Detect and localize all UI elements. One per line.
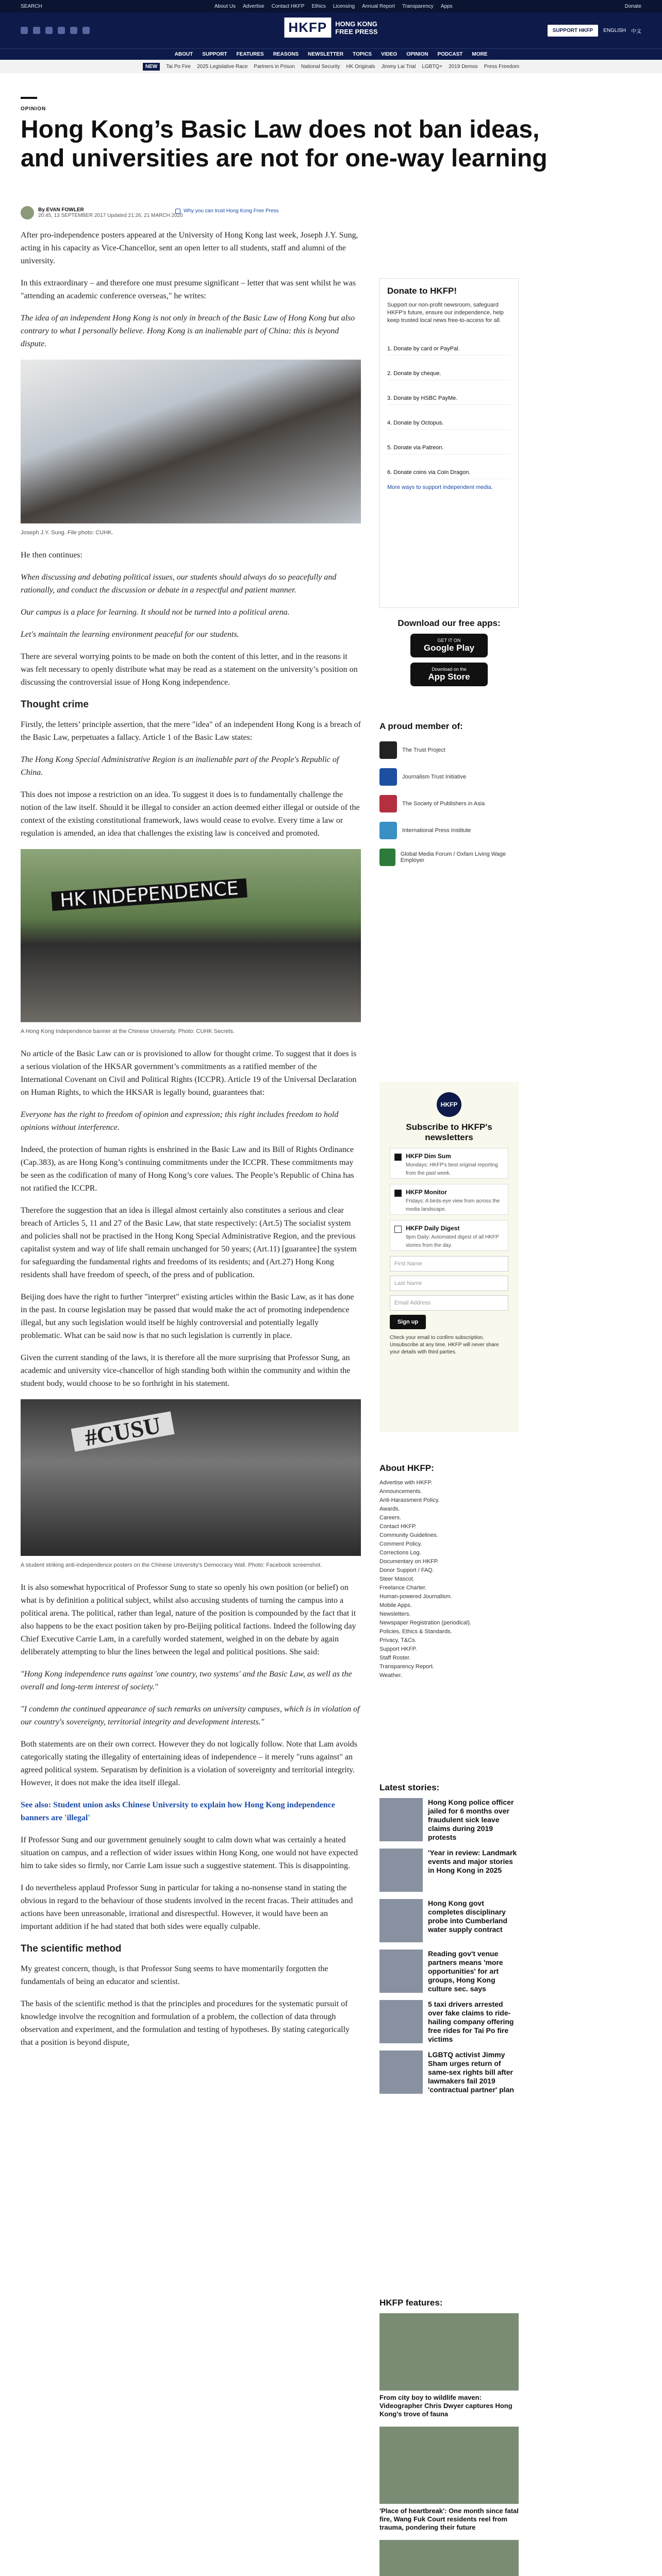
- member-name: The Society of Publishers in Asia: [402, 801, 485, 807]
- story-thumbnail[interactable]: [379, 2050, 423, 2094]
- google-play-button[interactable]: [410, 634, 488, 657]
- topbar-link[interactable]: Ethics: [311, 3, 326, 9]
- member-item[interactable]: [379, 790, 519, 817]
- about-link[interactable]: Contact HKFP.: [379, 1523, 417, 1530]
- donate-option[interactable]: 1. Donate by card or PayPal.: [387, 331, 511, 355]
- member-item[interactable]: [379, 817, 519, 844]
- email-icon[interactable]: [82, 27, 90, 34]
- story-thumbnail[interactable]: [379, 2000, 423, 2043]
- nav-video[interactable]: VIDEO: [381, 52, 398, 57]
- topbar-link[interactable]: Advertise: [242, 3, 264, 9]
- logo-mark: HKFP: [284, 18, 331, 38]
- nav-reasons[interactable]: REASONS: [273, 52, 299, 57]
- paragraph: There are several worrying points to be made on both the content of this letter, and in the reasons it was felt necessary to openly distribute what may be read as a statement on the university’s position on discussing the controversial issue of Hong Kong independence.: [21, 652, 358, 687]
- feature-story[interactable]: [379, 2540, 519, 2576]
- hot-topic[interactable]: National Security: [301, 63, 340, 70]
- hot-topic[interactable]: Partners in Prison: [254, 63, 295, 70]
- story-thumbnail[interactable]: [379, 1798, 423, 1841]
- donate-title: Donate to HKFP!: [387, 286, 457, 296]
- language-chinese[interactable]: 中文: [631, 28, 641, 35]
- photo-independence-banner[interactable]: [21, 849, 361, 1022]
- banner-text: HK INDEPENDENCE: [51, 878, 247, 911]
- site-logo[interactable]: [284, 18, 377, 38]
- about-link[interactable]: Advertise with HKFP.: [379, 1480, 433, 1486]
- about-link[interactable]: Policies, Ethics & Standards.: [379, 1629, 452, 1635]
- sopa-logo: [379, 795, 397, 812]
- info-icon: [175, 209, 180, 214]
- feature-headline[interactable]: From city boy to wildlife maven: Videographer Chris Dwyer captures Hong Kong's trove of fauna: [379, 2394, 512, 2418]
- topbar-link[interactable]: Contact HKFP: [271, 3, 305, 9]
- language-english[interactable]: ENGLISH: [603, 27, 626, 33]
- nav-topics[interactable]: TOPICS: [353, 52, 372, 57]
- brand-header: [0, 12, 662, 48]
- about-link[interactable]: Announcements.: [379, 1488, 422, 1495]
- newsletter-name: HKFP Daily Digest: [406, 1225, 460, 1232]
- hot-topic[interactable]: 2025 Legislative Race: [197, 63, 248, 70]
- section-rule: [21, 97, 37, 99]
- topbar-link[interactable]: Transparency: [402, 3, 434, 9]
- paragraph: The basis of the scientific method is that the principles and procedures for the systematic pursuit of knowledge involve the recognition and formulation of a problem, the collection of data through observation and experiment, and the formulation and testing of hypotheses. By stating categorically that a position is beyond dispute,: [21, 1999, 350, 2047]
- feature-list: [379, 2313, 519, 2576]
- topbar-link[interactable]: Apps: [440, 3, 453, 9]
- newsletter-logo: HKFP: [437, 1092, 461, 1117]
- jti-logo: [379, 768, 397, 786]
- newsletter-widget: [379, 1082, 519, 1432]
- nav-podcast[interactable]: PODCAST: [437, 52, 463, 57]
- google-play-label: Google Play: [423, 643, 475, 653]
- story-headline[interactable]: Reading gov't venue partners means 'more opportunities' for art groups, Hong Kong culture sec. says: [428, 1950, 503, 1993]
- photo-joseph-sung[interactable]: [21, 360, 361, 523]
- google-play-small: GET IT ON: [437, 638, 461, 643]
- topbar-link[interactable]: About Us: [214, 3, 236, 9]
- logo-name-line1: HONG KONG: [335, 20, 377, 28]
- latest-title: Latest stories:: [379, 1783, 440, 1792]
- feature-story[interactable]: [379, 2313, 519, 2418]
- about-link[interactable]: Transparency Report.: [379, 1664, 434, 1670]
- hot-topic[interactable]: HK Originals: [346, 63, 375, 70]
- author-avatar: [21, 206, 34, 219]
- first-name-input[interactable]: First Name: [390, 1256, 508, 1272]
- member-name: Journalism Trust Initiative: [402, 774, 467, 780]
- see-also-link[interactable]: See also: Student union asks Chinese University to explain how Hong Kong independence banners are 'illegal': [21, 1801, 335, 1822]
- quote: Everyone has the right to freedom of opinion and expression; this right includes freedom to hold opinions without interference.: [21, 1110, 339, 1132]
- about-link[interactable]: Staff Roster.: [379, 1655, 411, 1661]
- member-name: International Press Institute: [402, 827, 471, 834]
- paragraph: I do nevertheless applaud Professor Sung in particular for taking a no-nonsense stand in stating the obvious in regard to the behaviour of those students involved in the recent fracas. Their attitudes and actions have been unreasonable, irrational and disrespectful. However, it would have been an important addition if he had stated that both sides were equally culpable.: [21, 1884, 353, 1931]
- quote: When discussing and debating political issues, our students should always do so peacefully and rationally, and conduct the discussion or debate in a respectful and patient manner.: [21, 573, 337, 595]
- more-ways-link[interactable]: More ways to support independent media.: [387, 484, 493, 490]
- newsletter-title: Subscribe to HKFP's newsletters: [406, 1122, 492, 1142]
- threads-icon[interactable]: [70, 27, 77, 34]
- about-link[interactable]: Anti-Harassment Policy.: [379, 1497, 440, 1503]
- hot-topic[interactable]: 2019 Demos: [449, 63, 478, 70]
- youtube-icon[interactable]: [58, 27, 65, 34]
- last-name-input[interactable]: Last Name: [390, 1276, 508, 1291]
- about-link[interactable]: Comment Policy.: [379, 1541, 422, 1547]
- apps-widget: [379, 618, 519, 691]
- social-icons: [21, 27, 90, 34]
- app-store-button[interactable]: [410, 663, 488, 686]
- publish-dates: 20:45, 13 SEPTEMBER 2017 Updated 21:26, 21 MARCH 2020: [38, 213, 183, 218]
- story-headline[interactable]: Hong Kong govt completes disciplinary probe into Cumberland water supply contract: [428, 1899, 507, 1934]
- quote: The idea of an independent Hong Kong is not only in breach of the Basic Law of Hong Kong but also contrary to what I personally believe. Hong Kong is an inalienable part of China: this is beyond dispute.: [21, 314, 355, 348]
- hot-topic[interactable]: Tai Po Fire: [166, 63, 191, 70]
- quote: "Hong Kong independence runs against 'one country, two systems' and the Basic Law, as well as the overall and long-term interest of society.": [21, 1670, 352, 1691]
- story-headline[interactable]: 5 taxi drivers arrested over fake claims to ride-hailing company offering free rides for Tai Po fire victims: [428, 2000, 514, 2043]
- membership-widget: [379, 721, 519, 871]
- newsletter-desc: 9pm Daily: Automated digest of all HKFP stories from the day.: [406, 1234, 499, 1248]
- newsletter-option[interactable]: [390, 1148, 508, 1179]
- latest-story[interactable]: [379, 1849, 519, 1892]
- byline: [21, 206, 183, 219]
- feature-headline[interactable]: 'Place of heartbreak': One month since fatal fire, Wang Fuk Court residents reel from trauma, pondering their future: [379, 2507, 519, 2531]
- story-thumbnail[interactable]: [379, 1950, 423, 1993]
- support-hkfp-button[interactable]: SUPPORT HKFP: [548, 25, 598, 37]
- email-input[interactable]: Email Address: [390, 1295, 508, 1311]
- app-store-small: Download on the: [432, 667, 467, 672]
- member-item[interactable]: [379, 764, 519, 790]
- paragraph: This does not impose a restriction on an idea. To suggest it does is to fundamentally challenge the notion of the law itself. Should it be illegal to consider an action deemed either illegal or outside of the context of the existing constitutional framework, laws would cease to evolve. Every time a law or regulation is amended, an idea that challenges the existing law is conceived and promoted.: [21, 790, 360, 838]
- top-utility-bar: [0, 0, 662, 12]
- about-link[interactable]: Weather.: [379, 1672, 402, 1679]
- donate-option[interactable]: 4. Donate by Octopus.: [387, 405, 511, 430]
- photo-caption: A Hong Kong Independence banner at the Chinese University. Photo: CUHK Secrets.: [21, 1028, 235, 1035]
- paragraph: Both statements are on their own correct. However they do not logically follow. Note that Lam avoids categorically stating the illegality of entertaining ideas of independence – it merely "runs against" an agreed political system. Separatism by definition is a violation of sovereignty and territorial integrity. However, it does not make the idea itself illegal.: [21, 1740, 358, 1787]
- paragraph: If Professor Sung and our government genuinely sought to calm down what was certainly a heated situation on campus, and a reflection of wider issues within Hong Kong, one would not have expected him to take sides so firmly, nor Carrie Lam issue such a suggestive statement. This is disappointing.: [21, 1836, 358, 1870]
- checkbox-checked[interactable]: [394, 1190, 402, 1197]
- photo-caption: Joseph J.Y. Sung. File photo: CUHK.: [21, 530, 113, 536]
- donate-widget: [379, 278, 519, 608]
- about-link[interactable]: Support HKFP.: [379, 1646, 417, 1652]
- paragraph: No article of the Basic Law can or is provisioned to allow for thought crime. To suggest that it does is a serious violation of the HKSAR government’s commitments as a ratified member of the International Covenant on Civil and Political Rights (ICCPR). Article 19 of the Universal Declaration on Human Rights, to which the HKSAR is legally bound, guarantees that:: [21, 1049, 357, 1097]
- main-nav: [0, 48, 662, 60]
- about-link[interactable]: Human-powered Journalism.: [379, 1594, 452, 1600]
- story-headline[interactable]: 'Year in review: Landmark events and major stories in Hong Kong in 2025: [428, 1849, 517, 1874]
- newsletter-desc: Mondays: HKFP's best original reporting from the past week.: [406, 1162, 498, 1176]
- sign-up-button[interactable]: Sign up: [390, 1315, 426, 1329]
- latest-list: [379, 1798, 519, 2094]
- facebook-icon[interactable]: [21, 27, 28, 34]
- section-heading: The scientific method: [21, 1943, 122, 1954]
- category-label[interactable]: OPINION: [21, 106, 46, 112]
- newsletter-option[interactable]: [390, 1220, 508, 1251]
- checkbox-checked[interactable]: [394, 1154, 402, 1161]
- paragraph: After pro-independence posters appeared at the University of Hong Kong last week, Joseph J.Y. Sung, acting in his capacity as Vice-Chancellor, sent an open letter to all students, staff and alumni of the university.: [21, 231, 358, 265]
- new-badge: NEW: [143, 63, 160, 71]
- newsletter-name: HKFP Dim Sum: [406, 1153, 451, 1160]
- trust-project-logo: [379, 741, 397, 759]
- feature-image[interactable]: [379, 2313, 519, 2391]
- about-link[interactable]: Careers.: [379, 1515, 402, 1521]
- about-link[interactable]: Donor Support / FAQ.: [379, 1567, 434, 1573]
- instagram-icon[interactable]: [45, 27, 53, 34]
- feature-story[interactable]: [379, 2427, 519, 2532]
- member-item[interactable]: [379, 737, 519, 764]
- section-heading: Thought crime: [21, 699, 89, 710]
- donate-option[interactable]: 2. Donate by cheque.: [387, 355, 511, 380]
- donate-option[interactable]: 3. Donate by HSBC PayMe.: [387, 380, 511, 405]
- latest-story[interactable]: [379, 2000, 519, 2043]
- about-link[interactable]: Mobile Apps.: [379, 1602, 412, 1608]
- newsletter-desc: Fridays: A birds-eye view from across the media landscape.: [406, 1198, 500, 1212]
- trust-link[interactable]: [175, 208, 279, 214]
- quote: Let's maintain the learning environment peaceful for our students.: [21, 630, 239, 639]
- search-link[interactable]: SEARCH: [21, 3, 42, 9]
- paragraph: He then continues:: [21, 551, 82, 560]
- features-title: HKFP features:: [379, 2298, 443, 2308]
- about-link[interactable]: Newspaper Registration (periodical).: [379, 1620, 471, 1626]
- about-title: About HKFP:: [379, 1463, 434, 1473]
- hot-topic[interactable]: Press Freedom: [484, 63, 520, 70]
- trust-link-label: Why you can trust Hong Kong Free Press: [184, 208, 279, 214]
- paragraph: My greatest concern, though, is that Professor Sung seems to have momentarily forgotten the fundamentals of being an educator and scientist.: [21, 1964, 328, 1986]
- paragraph: Beijing does have the right to further "interpret" existing articles within the Basic Law, as it has done in the past. In course legislation may be passed that would make the act of promoting independence illegal, but any such legislation would itself be highly controversial and potentially legally problematic. What can be said now is that no such legislation is currently in place.: [21, 1293, 354, 1340]
- author-name[interactable]: By EVAN FOWLER: [38, 207, 84, 213]
- about-link[interactable]: Documentary on HKFP.: [379, 1558, 439, 1565]
- nav-features[interactable]: FEATURES: [236, 52, 264, 57]
- quote: "I condemn the continued appearance of such remarks on university campuses, which is in violation of our country's sovereignty, territorial integrity and development interests.": [21, 1705, 360, 1726]
- member-title: A proud member of:: [379, 721, 463, 731]
- paragraph: Given the current standing of the laws, it is therefore all the more surprising that Professor Sung, an academic and university vice-chancellor of high standing both within the community and within the student body, would choose to be so forthright in his statement.: [21, 1353, 351, 1388]
- member-item[interactable]: [379, 844, 519, 871]
- newsletter-name: HKFP Monitor: [406, 1189, 447, 1196]
- story-thumbnail[interactable]: [379, 1849, 423, 1892]
- newsletter-note: Check your email to confirm subscription. Unsubscribe at any time. HKFP will never share your details with third parties.: [390, 1335, 499, 1355]
- article-body: [21, 229, 361, 2058]
- ipi-logo: [379, 822, 397, 839]
- hot-topic[interactable]: Jimmy Lai Trial: [381, 63, 416, 70]
- checkbox[interactable]: [394, 1226, 402, 1233]
- nav-opinion[interactable]: OPINION: [406, 52, 428, 57]
- paragraph: Therefore the suggestion that an idea is illegal almost certainly also constitutes a serious and clear breach of Articles 5, 11 and 27 of the Basic Law, that state respectively: (Art.5) The socialist system and policies shall not be practised in the Hong Kong Special Administrative Region, and the previous capitalist system and way of life shall remain unchanged for 50 years; (Art.11) [guarantee] the system for safeguarding the fundamental rights and freedoms of its residents; and (Art.27) Hong Kong residents shall have freedom of speech, of the press and of publication.: [21, 1206, 357, 1279]
- about-widget: [379, 1463, 519, 1680]
- x-icon[interactable]: [33, 27, 40, 34]
- about-link[interactable]: Steer Mascot.: [379, 1576, 415, 1582]
- paragraph: Indeed, the protection of human rights is enshrined in the Basic Law and its Bill of Rights Ordinance (Cap.383), as are Hong Kong’s continuing commitments under the ICCPR. These commitments may be seen as the codification of many of Hong Kong’s core values. The People’s Republic of China has not ratified the ICCPR.: [21, 1145, 354, 1193]
- topbar-donate-link[interactable]: Donate: [624, 3, 642, 9]
- nav-newsletter[interactable]: NEWSLETTER: [308, 52, 344, 57]
- article-title: Hong Kong’s Basic Law does not ban ideas, and universities are not for one-way learning: [21, 116, 548, 172]
- features-widget: [379, 2298, 519, 2576]
- quote: The Hong Kong Special Administrative Region is an inalienable part of the People's Republic of China.: [21, 755, 339, 777]
- photo-democracy-wall[interactable]: [21, 1399, 361, 1556]
- nav-more[interactable]: MORE: [472, 52, 488, 57]
- feature-image[interactable]: [379, 2427, 519, 2504]
- nav-support[interactable]: SUPPORT: [202, 52, 227, 57]
- about-link[interactable]: Awards.: [379, 1506, 400, 1512]
- donate-option[interactable]: 5. Donate via Patreon.: [387, 430, 511, 454]
- paragraph: In this extraordinary – and therefore one must presume significant – letter that was sent whilst he was "attending an academic conference overseas," he writes:: [21, 279, 356, 300]
- story-headline[interactable]: Hong Kong police officer jailed for 6 months over fraudulent sick leave claims during 2019 protests: [428, 1798, 514, 1841]
- about-link[interactable]: Corrections Log.: [379, 1550, 421, 1556]
- sign-text: #CUSU: [71, 1411, 175, 1451]
- latest-story[interactable]: [379, 2050, 519, 2094]
- donate-option[interactable]: 6. Donate coins via Coin Dragon.: [387, 454, 511, 479]
- feature-image[interactable]: [379, 2540, 519, 2576]
- about-link[interactable]: Freelance Charter.: [379, 1585, 427, 1591]
- story-thumbnail[interactable]: [379, 1899, 423, 1942]
- quote: Our campus is a place for learning. It should not be turned into a political arena.: [21, 608, 290, 617]
- hot-topics-bar: [0, 60, 662, 73]
- hot-topic[interactable]: LGBTQ+: [422, 63, 443, 70]
- donate-intro: Support our non-profit newsroom, safeguard HKFP's future, ensure our independence, help keep trusted local news free-to-access for all.: [387, 302, 504, 324]
- member-name: Global Media Forum / Oxfam Living Wage Employer: [400, 851, 506, 863]
- about-list: [379, 1479, 519, 1680]
- app-store-label: App Store: [428, 672, 470, 682]
- logo-name-line2: FREE PRESS: [335, 27, 378, 36]
- paragraph: Firstly, the letters’ principle assertion, that the mere "idea" of an independent Hong Kong is a breach of the Basic Law, perpetuates a fallacy. Article 1 of the Basic Law states:: [21, 720, 361, 742]
- latest-story[interactable]: [379, 1950, 519, 1993]
- apps-title: Download our free apps:: [398, 618, 501, 628]
- paragraph: It is also somewhat hypocritical of Professor Sung to state so openly his own position (or belief) on what is by definition a political subject, whilst also accusing students of turning the campus into a political arena. The political, rather than legal, nature of the position is compounded by the fact that it also happens to be the exact position taken by pro-Beijing political factions. Indeed the following day Chief Executive Carrie Lam, in a carefully worded statement, weighed in on the debate by again deliberately attempting to blur the lines between the legal and political positions. She said:: [21, 1583, 356, 1656]
- topbar-link[interactable]: Licensing: [333, 3, 355, 9]
- latest-story[interactable]: [379, 1798, 519, 1841]
- latest-story[interactable]: [379, 1899, 519, 1942]
- living-wage-logo: [379, 849, 395, 866]
- about-link[interactable]: Newsletters.: [379, 1611, 411, 1617]
- story-headline[interactable]: LGBTQ activist Jimmy Sham urges return of same-sex rights bill after lawmakers fail 2019 'contractual partner' plan: [428, 2050, 514, 2094]
- latest-stories-widget: [379, 1783, 519, 2101]
- about-link[interactable]: Privacy, T&Cs.: [379, 1637, 417, 1643]
- topbar-link[interactable]: Annual Report: [362, 3, 395, 9]
- photo-caption: A student striking anti-independence posters on the Chinese University's Democracy Wall. Photo: Facebook screenshot.: [21, 1562, 322, 1568]
- member-name: The Trust Project: [402, 747, 445, 753]
- newsletter-option[interactable]: [390, 1184, 508, 1215]
- nav-about[interactable]: ABOUT: [174, 52, 193, 57]
- about-link[interactable]: Community Guidelines.: [379, 1532, 438, 1538]
